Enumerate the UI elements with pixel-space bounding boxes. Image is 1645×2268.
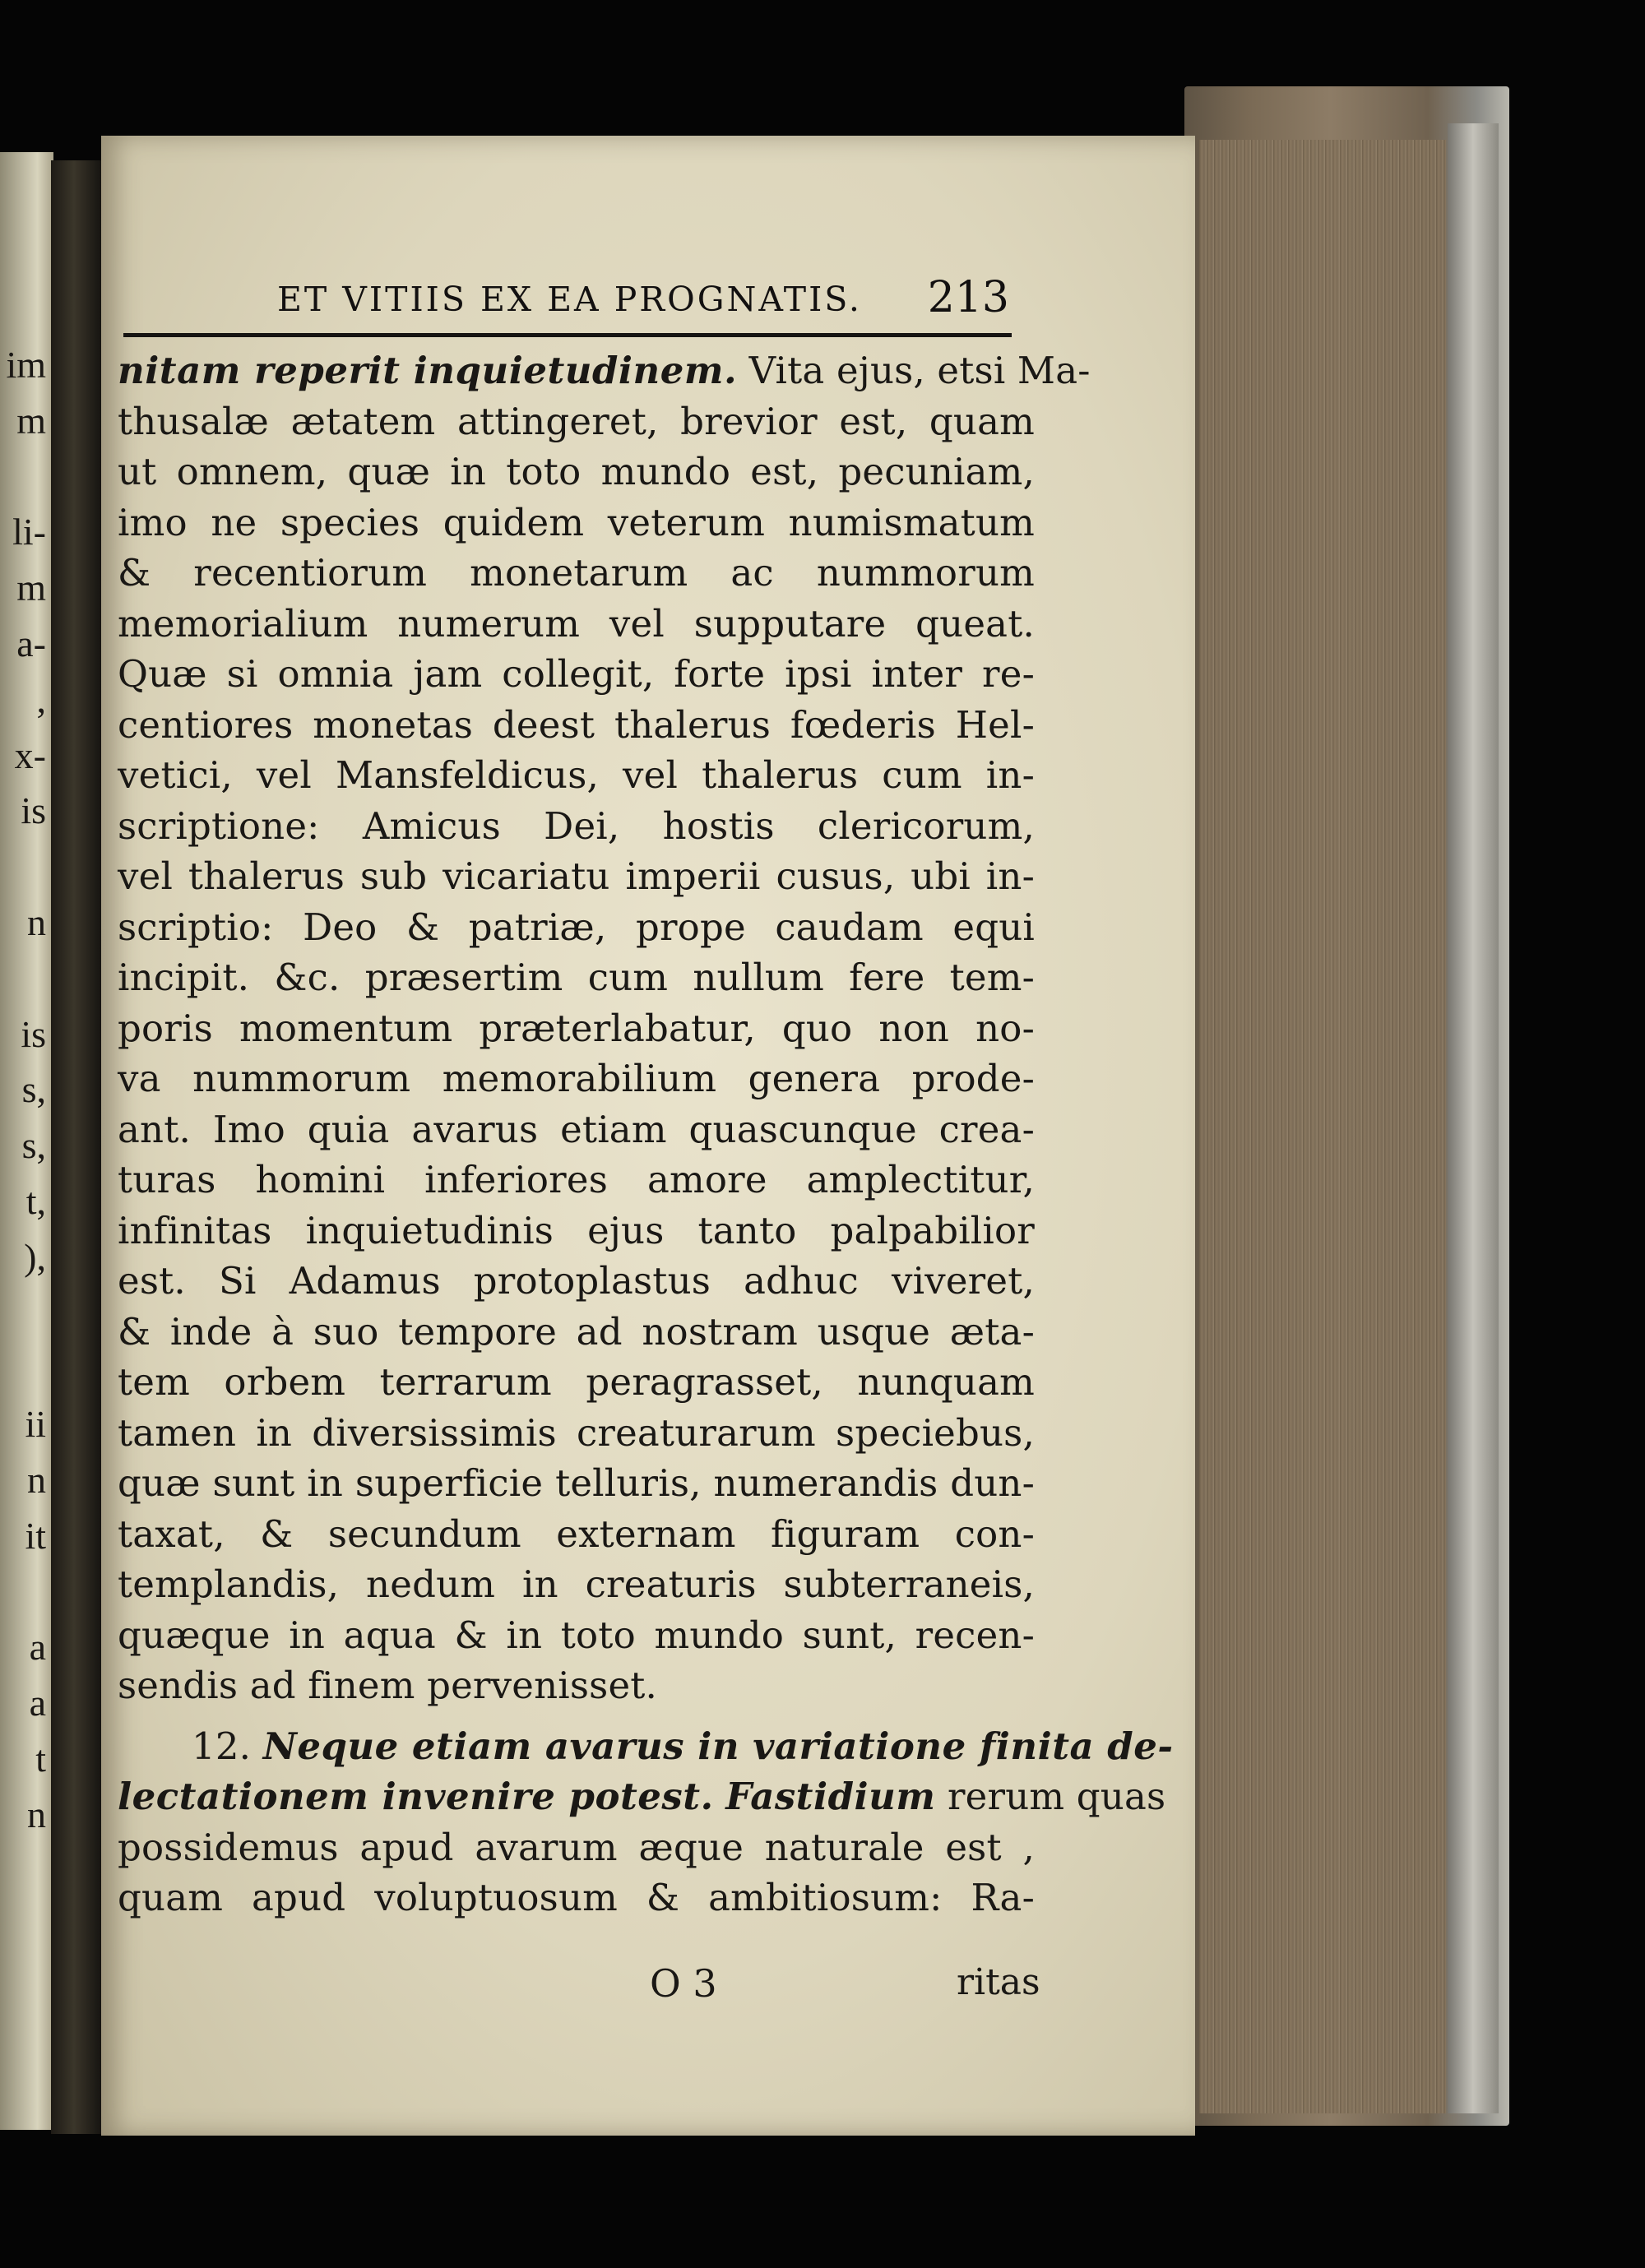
text-run: scriptione: Amicus Dei, hostis clericorum, [118,803,1035,848]
text-run: turas homini inferiores amore amplectitur, [118,1158,1035,1201]
text-line: quam apud voluptuosum & ambitiosum: Ra- [118,1876,1035,1919]
left-page-fragment [2,1285,51,1341]
text-run: ant. Imo quia avarus etiam quascunque crea- [118,1107,1035,1151]
text-line [118,801,1035,852]
left-page-fragment: im [6,344,46,386]
text-run: est. Si Adamus protoplastus adhuc viveret, [118,1259,1035,1303]
left-page-fragment: a- [16,622,46,664]
text-run: incipit. &c. præsertim cum nullum fere tem- [118,956,1035,999]
paragraph-number: 12. [192,1724,252,1768]
left-page-fragment [2,2010,51,2066]
text-run: ut omnem, quæ in toto mundo est, pecuniam, [118,450,1035,493]
left-page-fragment [2,449,51,505]
italic-run: nitam reperit inquietudinem. [118,349,738,392]
text-run: centiores monetas deest thalerus fœderis Hel- [118,702,1035,747]
text-line [118,1771,1166,1822]
gutter-shadow [51,160,102,2134]
text-line [118,1053,1035,1104]
text-run: & recentiorum monetarum ac nummorum [118,551,1035,595]
page-number: 213 [927,273,1009,322]
italic-heading: Neque etiam avarus in variatione finita de- [262,1724,1174,1768]
text-line [118,1003,1035,1054]
left-page-fragment: m [16,399,46,442]
left-page-fragment: ii [25,1403,46,1446]
left-page-fragment: n [27,1793,46,1835]
left-page-text-fragments [2,337,51,2066]
text-line [118,952,1035,1003]
text-run: taxat, & secundum externam figuram con- [118,1511,1035,1556]
left-page-fragment: a [29,1682,46,1724]
left-page-fragment [2,1843,51,1899]
left-page-fragment: n [27,1458,46,1501]
header-rule [123,333,1012,337]
left-page-fragment [2,1898,51,1954]
text-line [118,1559,1035,1610]
body-text [118,345,1174,1923]
left-page-fragment: , [36,678,46,720]
text-run: quæque in aqua & in toto mundo sunt, recen- [118,1613,1035,1657]
text-line [118,1357,1035,1408]
text-line [118,700,1035,751]
text-run: tem orbem terrarum peragrasset, nunquam [118,1360,1035,1404]
text-line [118,1307,1035,1358]
left-page-fragment: a [29,1626,46,1669]
text-run: Quæ si omnia jam collegit, forte ipsi inter re- [118,652,1035,696]
paragraph-gap [118,1711,1035,1721]
left-page-fragment: it [25,1514,46,1557]
left-page-fragment: x- [14,734,46,776]
text-run: tamen in diversissimis creaturarum speciebus, [118,1410,1035,1455]
text-line [118,1256,1035,1307]
text-run: va nummorum memorabilium genera prode- [118,1057,1035,1100]
left-page-fragment: t [35,1737,46,1780]
text-run: templandis, nedum in creaturis subterraneis, [118,1562,1035,1606]
left-page-fragment: m [16,567,46,609]
left-page-fragment: s, [21,1124,46,1167]
text-line [118,1104,1035,1155]
cover-board-edge [1448,123,1499,2113]
italic-heading: lectationem invenire potest. [118,1775,714,1818]
text-run: Vita ejus, etsi Ma- [737,349,1091,392]
italic-term: Fastidium [725,1775,936,1818]
signature-mark: O 3 [650,1961,717,2006]
text-run: sendis ad finem pervenisset. [118,1664,658,1707]
catchword: ritas [957,1961,1040,2003]
text-line [118,498,1035,548]
text-line [118,447,1035,498]
text-line [118,750,1035,801]
text-line [118,1509,1035,1560]
text-line [118,1721,1174,1772]
text-line [118,1458,1035,1509]
left-page-fragment: t, [25,1179,46,1222]
left-page-fragment: is [21,789,46,832]
text-line [118,851,1035,902]
text-run: vetici, vel Mansfeldicus, vel thalerus cum in- [118,753,1035,797]
text-run: scriptio: Deo & patriæ, prope caudam equi [118,905,1035,949]
text-line [118,1660,1035,1711]
left-page-fragment [2,1954,51,2010]
text-line [118,396,1035,447]
text-line [118,1408,1035,1459]
page-block-edges [1199,140,1446,2113]
page-header [174,273,1009,336]
text-line [118,345,1091,396]
text-run: infinitas inquietudinis ejus tanto palpabilior [118,1208,1035,1252]
text-line [118,1610,1035,1661]
text-line: possidemus apud avarum æque naturale est , [118,1825,1035,1869]
text-run: imo ne species quidem veterum numismatum [118,500,1035,544]
text-run: rerum quas [935,1775,1166,1818]
paragraph-11 [118,345,1091,1711]
text-line [118,902,1035,953]
left-page-edge [0,152,53,2130]
left-page-fragment [2,839,51,895]
text-line [118,599,1035,650]
left-page-fragment [2,951,51,1007]
text-line [118,1155,1035,1206]
left-page-fragment: n [27,900,46,943]
text-line [118,1206,1035,1257]
left-page-fragment: li- [12,511,46,553]
text-run: & inde à suo tempore ad nostram usque æta- [118,1309,1035,1354]
text-run: vel thalerus sub vicariatu imperii cusus, ubi in- [118,854,1035,898]
text-line [118,548,1035,599]
text-run: poris momentum præterlabatur, quo non no- [118,1006,1035,1050]
text-line [118,649,1035,700]
running-head: ET VITIIS EX EA PROGNATIS. [277,280,862,319]
left-page-fragment: s, [21,1068,46,1111]
text-run: thusalæ ætatem attingeret, brevior est, quam [118,399,1035,443]
left-page-fragment: is [21,1012,46,1055]
left-page-fragment: ), [24,1235,46,1278]
left-page-fragment [2,1564,51,1620]
left-page-fragment [2,1340,51,1396]
text-run: quæ sunt in superficie telluris, numerandis dun- [118,1461,1035,1505]
text-run: memorialium numerum vel supputare queat. [118,601,1035,646]
